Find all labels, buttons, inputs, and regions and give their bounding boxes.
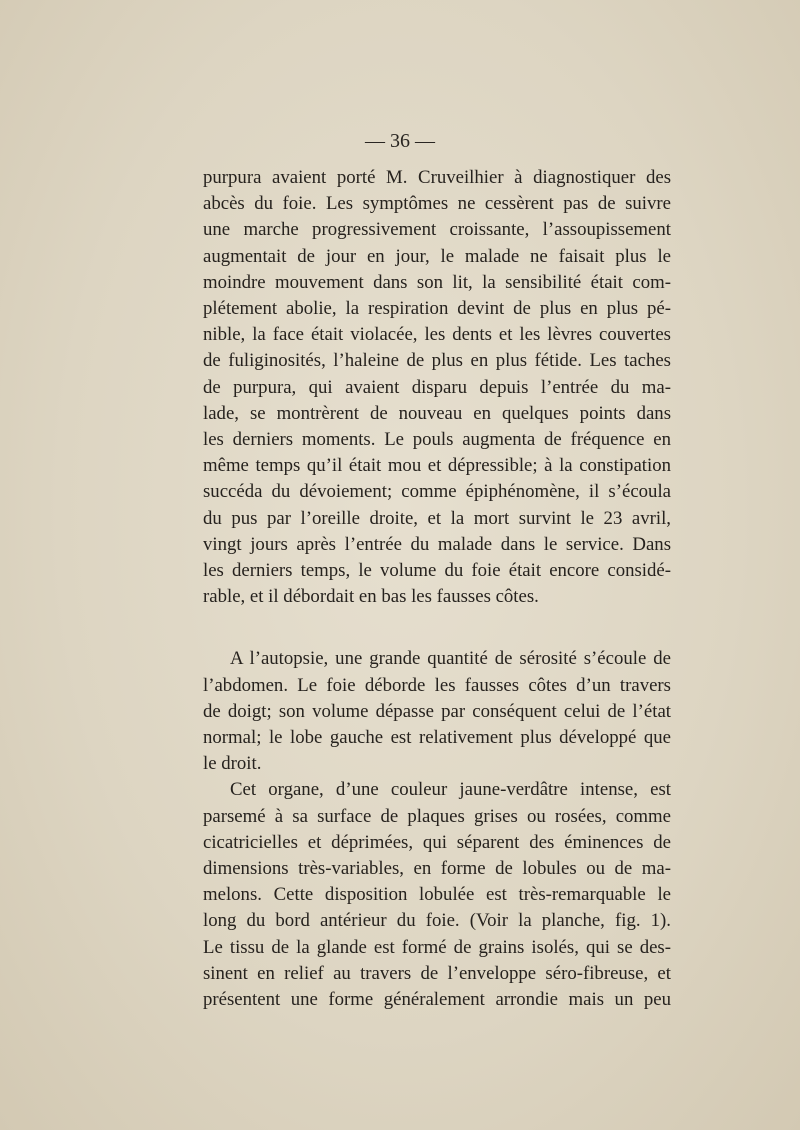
paragraph-gap <box>203 610 671 646</box>
text-line: les derniers temps, le volume du foie était encore considé- <box>203 560 671 582</box>
text-line: Cet organe, d’une couleur jaune-verdâtre intense, est <box>230 779 671 801</box>
text-line: dimensions très-variables, en forme de lobules ou de ma- <box>203 858 671 880</box>
text-line: vingt jours après l’entrée du malade dans le service. Dans <box>203 533 671 555</box>
text-line: une marche progressivement croissante, l’assoupissement <box>203 219 671 241</box>
text-line: purpura avaient porté M. Cruveilhier à diagnostiquer des <box>203 167 671 188</box>
text-line: de doigt; son volume dépasse par conséquent celui de l’état <box>203 700 671 722</box>
text-line: Le tissu de la glande est formé de grains isolés, qui se des- <box>203 936 671 958</box>
text-line: normal; le lobe gauche est relativement plus développé que <box>203 727 671 749</box>
text-line: nible, la face était violacée, les dents et les lèvres couvertes <box>203 324 671 346</box>
text-line: rable, et il débordait en bas les fausses côtes. <box>203 586 539 608</box>
text-line: lade, se montrèrent de nouveau en quelques points dans <box>203 402 671 424</box>
text-line: le droit. <box>203 753 262 775</box>
paragraph-1 <box>203 165 671 610</box>
text-line: les derniers moments. Le pouls augmenta de fréquence en <box>203 429 671 451</box>
text-line: plétement abolie, la respiration devint de plus en plus pé- <box>203 298 671 320</box>
text-line: abcès du foie. Les symptômes ne cessèrent pas de suivre <box>203 193 671 215</box>
text-line: de purpura, qui avaient disparu depuis l’entrée du ma- <box>203 376 671 398</box>
text-line: melons. Cette disposition lobulée est très-remarquable le <box>203 884 671 906</box>
text-line: succéda du dévoiement; comme épiphénomène, il s’écoula <box>203 481 671 503</box>
text-line: moindre mouvement dans son lit, la sensibilité était com- <box>203 271 671 293</box>
body-text <box>203 165 671 1013</box>
text-line: A l’autopsie, une grande quantité de sérosité s’écoule de <box>230 648 671 670</box>
text-line: du pus par l’oreille droite, et la mort survint le 23 avril, <box>203 507 671 529</box>
text-line: augmentait de jour en jour, le malade ne faisait plus le <box>203 245 671 267</box>
paragraph-3 <box>203 777 671 1013</box>
text-line: sinent en relief au travers de l’enveloppe séro-fibreuse, et <box>203 962 671 984</box>
text-line: long du bord antérieur du foie. (Voir la planche, fig. 1). <box>203 910 671 932</box>
text-line: cicatricielles et déprimées, qui séparent des éminences de <box>203 831 671 853</box>
page-number: — 36 — <box>365 130 435 152</box>
text-line: parsemé à sa surface de plaques grises ou rosées, comme <box>203 805 671 827</box>
paragraph-2 <box>203 646 671 777</box>
text-line: de fuliginosités, l’haleine de plus en plus fétide. Les taches <box>203 350 671 372</box>
text-line: l’abdomen. Le foie déborde les fausses côtes d’un travers <box>203 674 671 696</box>
text-line: même temps qu’il était mou et dépressible; à la constipation <box>203 455 671 477</box>
text-line: présentent une forme généralement arrondie mais un peu <box>203 989 671 1011</box>
